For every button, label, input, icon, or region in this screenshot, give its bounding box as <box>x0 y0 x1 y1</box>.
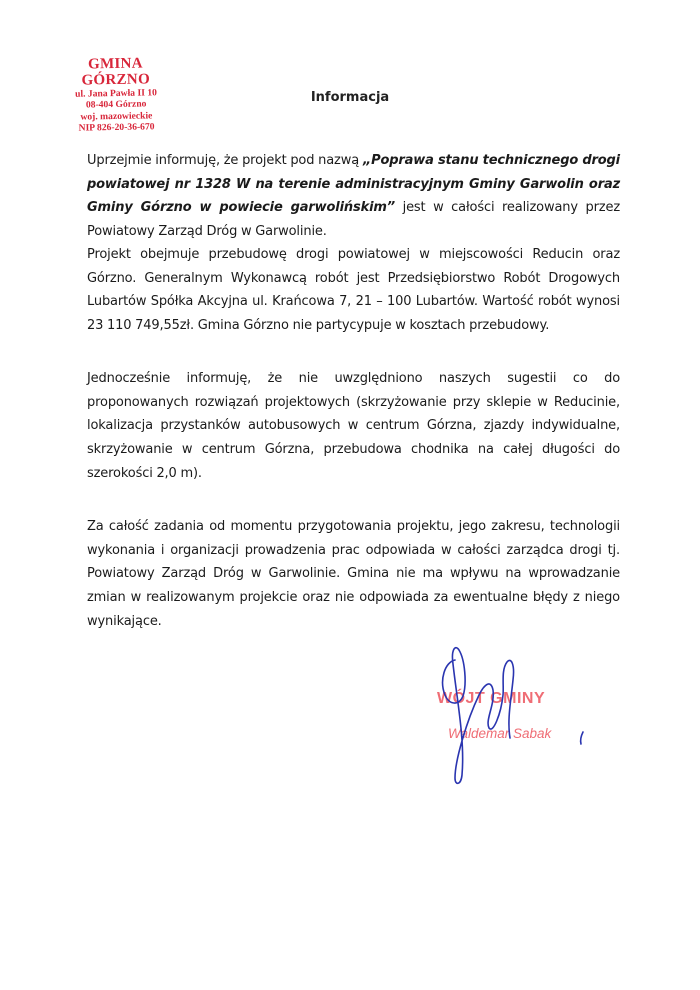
project-name: „Poprawa stanu technicznego drogi powiatowej nr 1328 W na terenie administracyjnym Gminy Garwolin oraz Gminy Górzno w powiecie garwolińskim” <box>87 153 620 216</box>
stamp-name: GMINA GÓRZNO <box>81 55 151 89</box>
handwritten-signature <box>415 640 615 790</box>
document-title: Informacja <box>310 90 390 105</box>
paragraph-suggestions: Jednocześnie informuję, że nie uwzględniono naszych sugestii co do proponowanych rozwiązań projektowych (skrzyżowanie przy sklepie w Reducinie, lokalizacja przystanków autobusowych w centrum Górzna, zjazdy indywidualne, skrzyżowanie w centrum Górzna, przebudowa chodnika na całej długości do szerokości 2,0 m). <box>87 371 620 481</box>
signature-stamp-name: Waldemar Sabak <box>448 726 552 741</box>
stamp-nip: NIP 826-20-36-670 <box>78 121 155 134</box>
paragraph-project-scope: Projekt obejmuje przebudowę drogi powiatowej w miejscowości Reducin oraz Górzno. Generalnym Wykonawcą robót jest Przedsiębiorstwo Robót Drogowych Lubartów Spółka Akcyjna ul. Krańcowa 7, 21 – 100 Lubartów. Wartość robót wynosi 23 110 749,55zł. Gmina Górzno nie partycypuje w kosztach przebudowy. <box>87 247 620 334</box>
stamp-postcode: 08-404 Górzno <box>85 98 147 111</box>
paragraph-responsibility: Za całość zadania od momentu przygotowania projektu, jego zakresu, technologii wykonania i organizacji prowadzenia prac odpowiada w całości zarządca drogi tj. Powiatowy Zarząd Dróg w Garwolinie. Gmina nie ma wpływu na wprowadzanie zmian w realizowanym projekcie oraz nie odpowiada za ewentualne błędy z niego wynikające. <box>87 519 620 629</box>
stamp-province: woj. mazowieckie <box>80 109 153 123</box>
signature-block <box>415 640 615 790</box>
signature-stamp-title: WÓJT GMINY <box>437 690 546 707</box>
paragraph-project-info <box>87 149 620 244</box>
paragraph-1-intro: Uprzejmie informuję, że projekt pod nazwą <box>87 153 363 168</box>
stamp-street: ul. Jana Pawła II 10 <box>74 87 157 100</box>
paragraph-1-end: jest w całości realizowany przez Powiatowy Zarząd Dróg w Garwolinie. <box>87 200 620 240</box>
